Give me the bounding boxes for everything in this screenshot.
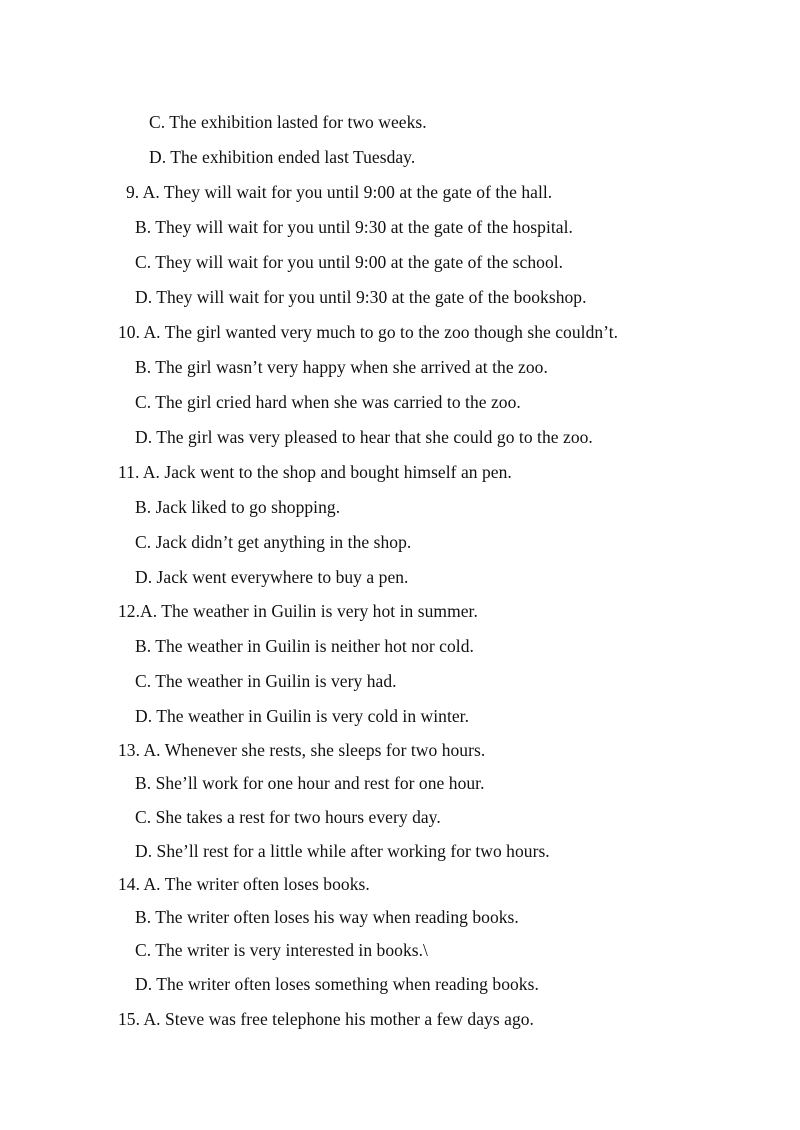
q15-option-a: 15. A. Steve was free telephone his mother a few days ago.	[118, 1009, 534, 1029]
q8-option-c: C. The exhibition lasted for two weeks.	[149, 112, 427, 132]
q9-option-b: B. They will wait for you until 9:30 at the gate of the hospital.	[135, 217, 573, 237]
q10-option-c: C. The girl cried hard when she was carried to the zoo.	[135, 392, 521, 412]
q11-option-c: C. Jack didn’t get anything in the shop.	[135, 532, 412, 552]
q11-option-a: 11. A. Jack went to the shop and bought himself an pen.	[118, 462, 512, 482]
q13-option-a: 13. A. Whenever she rests, she sleeps for two hours.	[118, 740, 486, 760]
q14-option-c: C. The writer is very interested in books.\	[135, 940, 428, 960]
q13-option-b: B. She’ll work for one hour and rest for one hour.	[135, 773, 485, 793]
q14-option-b: B. The writer often loses his way when reading books.	[135, 907, 519, 927]
q12-option-d: D. The weather in Guilin is very cold in winter.	[135, 706, 470, 726]
q10-option-b: B. The girl wasn’t very happy when she arrived at the zoo.	[135, 357, 548, 377]
q12-option-b: B. The weather in Guilin is neither hot nor cold.	[135, 636, 474, 656]
q13-option-d: D. She’ll rest for a little while after working for two hours.	[135, 841, 550, 861]
q9-option-d: D. They will wait for you until 9:30 at the gate of the bookshop.	[135, 287, 587, 307]
q9-option-c: C. They will wait for you until 9:00 at the gate of the school.	[135, 252, 564, 272]
q14-option-d: D. The writer often loses something when reading books.	[135, 974, 539, 994]
q14-option-a: 14. A. The writer often loses books.	[118, 874, 370, 894]
q12-option-a: 12.A. The weather in Guilin is very hot in summer.	[118, 601, 478, 621]
q11-option-b: B. Jack liked to go shopping.	[135, 497, 341, 517]
q11-option-d: D. Jack went everywhere to buy a pen.	[135, 567, 409, 587]
q12-option-c: C. The weather in Guilin is very had.	[135, 671, 397, 691]
q13-option-c: C. She takes a rest for two hours every day.	[135, 807, 441, 827]
q10-option-a: 10. A. The girl wanted very much to go to the zoo though she couldn’t.	[118, 322, 619, 342]
q8-option-d: D. The exhibition ended last Tuesday.	[149, 147, 416, 167]
q9-option-a: 9. A. They will wait for you until 9:00 at the gate of the hall.	[126, 182, 553, 202]
q10-option-d: D. The girl was very pleased to hear that she could go to the zoo.	[135, 427, 593, 447]
